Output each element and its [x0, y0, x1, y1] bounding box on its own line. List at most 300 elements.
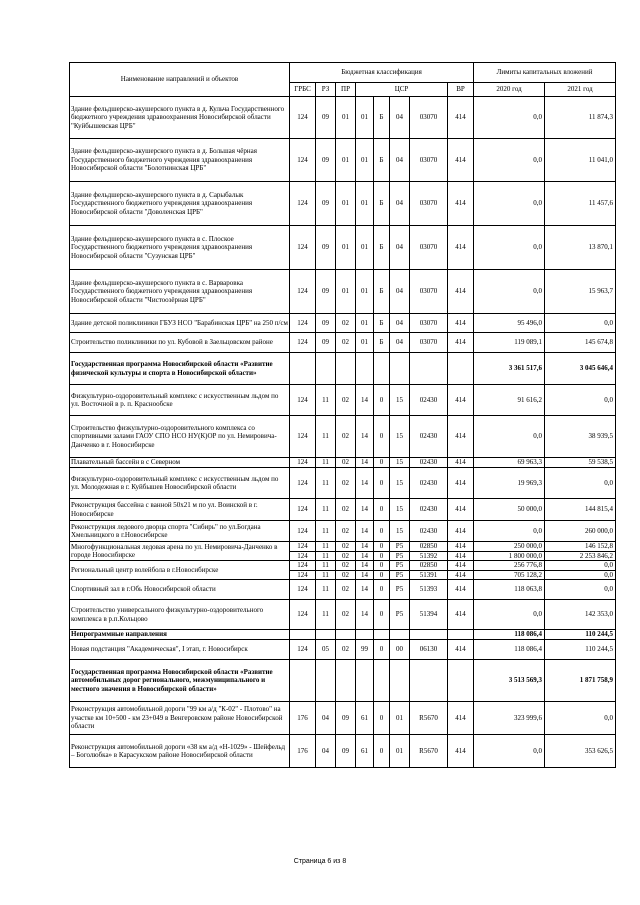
object-name: Реконструкция автомобильной дороги «38 км а/д «Н-1029» - Шейфельд – Боголюбка» в Карасукском районе Новосибирской области: [70, 735, 290, 768]
code-rz: 09: [316, 314, 336, 333]
limit-2020: 1 800 000,0: [474, 551, 545, 561]
code-vr: 414: [448, 735, 474, 768]
code-rz: 11: [316, 468, 336, 499]
code-c2: Б: [374, 333, 390, 353]
code-pr: 02: [336, 333, 356, 353]
code-c3: 00: [390, 640, 410, 660]
code-c4: [410, 660, 448, 702]
object-name: Спортивный зал в г.Обь Новосибирской области: [70, 580, 290, 600]
limit-2021: 146 152,8: [545, 542, 616, 552]
code-pr: 02: [336, 570, 356, 580]
code-rz: 11: [316, 385, 336, 416]
code-vr: 414: [448, 542, 474, 552]
code-c1: 14: [356, 561, 374, 571]
code-vr: 414: [448, 551, 474, 561]
object-name: Региональный центр волейбола в г.Новосибирске: [70, 561, 290, 580]
code-c1: 01: [356, 314, 374, 333]
limit-2020: 0,0: [474, 182, 545, 226]
code-pr: 02: [336, 458, 356, 468]
code-vr: 414: [448, 416, 474, 458]
code-c1: 14: [356, 468, 374, 499]
code-rz: 11: [316, 551, 336, 561]
code-vr: 414: [448, 270, 474, 314]
code-c4: 02430: [410, 416, 448, 458]
code-c4: 03070: [410, 182, 448, 226]
code-c2: 0: [374, 580, 390, 600]
code-grbs: 124: [290, 182, 316, 226]
code-c1: 14: [356, 458, 374, 468]
code-c3: 15: [390, 458, 410, 468]
table-row: [70, 353, 616, 385]
object-name: Физкультурно-оздоровительный комплекс с искусственным льдом по ул. Восточной в р. п. Краснообске: [70, 385, 290, 416]
code-c2: Б: [374, 226, 390, 270]
code-c1: 14: [356, 551, 374, 561]
code-grbs: 124: [290, 468, 316, 499]
code-rz: 11: [316, 499, 336, 521]
object-name: Здание фельдшерско-акушерского пункта в с. Варваровка Государственного бюджетного учреждения здравоохранения Новосибирской области "Чистоозёрная ЦРБ": [70, 270, 290, 314]
limit-2020: 3 361 517,6: [474, 353, 545, 385]
code-vr: 414: [448, 521, 474, 542]
code-c4: 51394: [410, 600, 448, 630]
code-pr: 02: [336, 385, 356, 416]
limit-2020: 0,0: [474, 226, 545, 270]
header-budget-classification: Бюджетная классификация: [290, 63, 474, 83]
code-c1: 14: [356, 542, 374, 552]
code-c3: P5: [390, 600, 410, 630]
limit-2020: 19 969,3: [474, 468, 545, 499]
table-row: [70, 182, 616, 226]
code-c2: 0: [374, 542, 390, 552]
code-pr: [336, 353, 356, 385]
code-c3: 01: [390, 702, 410, 735]
code-grbs: 124: [290, 499, 316, 521]
code-vr: [448, 353, 474, 385]
code-vr: 414: [448, 333, 474, 353]
table-row: [70, 416, 616, 458]
limit-2020: 69 963,3: [474, 458, 545, 468]
code-grbs: [290, 630, 316, 640]
limit-2021: 0,0: [545, 561, 616, 571]
code-grbs: 124: [290, 458, 316, 468]
code-rz: 09: [316, 270, 336, 314]
code-c3: P5: [390, 561, 410, 571]
code-pr: 02: [336, 580, 356, 600]
code-pr: 02: [336, 561, 356, 571]
limit-2021: 38 939,5: [545, 416, 616, 458]
code-vr: 414: [448, 139, 474, 182]
code-c2: 0: [374, 468, 390, 499]
code-c4: 02430: [410, 521, 448, 542]
code-c1: 99: [356, 640, 374, 660]
limit-2021: 15 963,7: [545, 270, 616, 314]
code-c2: 0: [374, 735, 390, 768]
limit-2021: 0,0: [545, 570, 616, 580]
limit-2021: 145 674,8: [545, 333, 616, 353]
limit-2021: 110 244,5: [545, 630, 616, 640]
code-c3: 15: [390, 521, 410, 542]
table-row: [70, 333, 616, 353]
code-vr: 414: [448, 702, 474, 735]
limit-2021: 144 815,4: [545, 499, 616, 521]
limit-2020: 91 616,2: [474, 385, 545, 416]
code-c2: 0: [374, 570, 390, 580]
code-grbs: 124: [290, 226, 316, 270]
object-name: Реконструкция автомобильной дороги "99 км а/д "К-02" - Плотово" на участке км 10+500 - км 23+049 в Венгеровском районе Новосибирской области: [70, 702, 290, 735]
limit-2020: 705 128,2: [474, 570, 545, 580]
code-c3: 15: [390, 385, 410, 416]
limit-2020: 118 086,4: [474, 630, 545, 640]
limit-2021: 59 538,5: [545, 458, 616, 468]
code-c1: 01: [356, 270, 374, 314]
limit-2020: 0,0: [474, 735, 545, 768]
code-rz: 04: [316, 702, 336, 735]
limit-2020: 95 496,0: [474, 314, 545, 333]
limit-2021: 13 870,1: [545, 226, 616, 270]
limit-2020: 0,0: [474, 139, 545, 182]
limit-2021: 0,0: [545, 468, 616, 499]
code-c2: Б: [374, 139, 390, 182]
code-c2: [374, 630, 390, 640]
table-row: [70, 660, 616, 702]
code-c1: 01: [356, 182, 374, 226]
code-rz: [316, 660, 336, 702]
table-row: [70, 702, 616, 735]
limit-2021: 11 874,3: [545, 97, 616, 139]
code-c3: [390, 630, 410, 640]
code-c1: 14: [356, 521, 374, 542]
code-vr: 414: [448, 182, 474, 226]
limit-2021: 260 000,0: [545, 521, 616, 542]
object-name: Здание фельдшерско-акушерского пункта в д. Кульча Государственного бюджетного учреждения здравоохранения Новосибирской области "Куйбышевская ЦРБ": [70, 97, 290, 139]
code-grbs: 124: [290, 521, 316, 542]
code-c4: [410, 353, 448, 385]
code-c3: 04: [390, 182, 410, 226]
code-grbs: 124: [290, 97, 316, 139]
code-pr: 09: [336, 702, 356, 735]
limit-2020: 50 000,0: [474, 499, 545, 521]
object-name: Здание детской поликлиники ГБУЗ НСО "Барабинская ЦРБ" на 250 п/см: [70, 314, 290, 333]
object-name: Многофункциональная ледовая арена по ул. Немировича-Данченко в городе Новосибирске: [70, 542, 290, 561]
code-c1: 01: [356, 97, 374, 139]
code-c1: [356, 353, 374, 385]
code-rz: 05: [316, 640, 336, 660]
code-vr: 414: [448, 226, 474, 270]
code-vr: 414: [448, 561, 474, 571]
table-row: [70, 630, 616, 640]
object-name: Реконструкция ледового дворца спорта "Сибирь" по ул.Богдана Хмельницкого в г.Новосибирске: [70, 521, 290, 542]
code-c3: P5: [390, 551, 410, 561]
table-row: [70, 97, 616, 139]
limit-2020: 323 999,6: [474, 702, 545, 735]
code-grbs: 176: [290, 735, 316, 768]
code-c2: [374, 660, 390, 702]
limit-2021: 2 253 846,2: [545, 551, 616, 561]
code-grbs: 124: [290, 551, 316, 561]
object-name: Государственная программа Новосибирской области «Развитие физической культуры и спорта в Новосибирской области»: [70, 353, 290, 385]
object-name: Строительство физкультурно-оздоровительного комплекса со спортивными залами ГАОУ СПО НСО НУ(К)ОР по ул. Немировича-Данченко в г. Новосибирске: [70, 416, 290, 458]
code-c2: 0: [374, 600, 390, 630]
code-grbs: 124: [290, 570, 316, 580]
code-c4: 02430: [410, 385, 448, 416]
code-c4: 03070: [410, 139, 448, 182]
code-pr: 02: [336, 542, 356, 552]
code-vr: [448, 660, 474, 702]
code-c1: [356, 630, 374, 640]
code-rz: [316, 630, 336, 640]
page-footer: Страница 6 из 8: [293, 858, 347, 865]
code-c4: R5670: [410, 735, 448, 768]
table-row: [70, 580, 616, 600]
code-c3: 15: [390, 416, 410, 458]
code-grbs: 124: [290, 542, 316, 552]
code-c4: 02430: [410, 458, 448, 468]
code-c1: [356, 660, 374, 702]
code-pr: [336, 630, 356, 640]
object-name: Реконструкция бассейна с ванной 50х21 м по ул. Воинской в г. Новосибирске: [70, 499, 290, 521]
code-vr: 414: [448, 570, 474, 580]
limit-2021: 0,0: [545, 314, 616, 333]
capital-investment-table: [69, 62, 616, 768]
code-c4: 06130: [410, 640, 448, 660]
code-rz: 09: [316, 182, 336, 226]
object-name: Новая подстанция "Академическая", I этап, г. Новосибирск: [70, 640, 290, 660]
limit-2021: 110 244,5: [545, 640, 616, 660]
header-2020: 2020 год: [474, 83, 545, 97]
code-c2: 0: [374, 561, 390, 571]
code-grbs: 124: [290, 640, 316, 660]
code-c3: 04: [390, 97, 410, 139]
code-grbs: 124: [290, 139, 316, 182]
code-c4: 03070: [410, 314, 448, 333]
code-pr: 02: [336, 468, 356, 499]
object-name: Здание фельдшерско-акушерского пункта в с. Плоское Государственного бюджетного учреждения здравоохранения Новосибирской области "Сузунская ЦРБ": [70, 226, 290, 270]
code-c4: 51391: [410, 570, 448, 580]
code-c3: P5: [390, 542, 410, 552]
code-c4: 02850: [410, 561, 448, 571]
code-c1: 01: [356, 333, 374, 353]
code-pr: 01: [336, 226, 356, 270]
code-c1: 01: [356, 226, 374, 270]
limit-2020: 118 063,8: [474, 580, 545, 600]
code-c4: 02850: [410, 542, 448, 552]
code-c2: Б: [374, 314, 390, 333]
code-c4: 03070: [410, 333, 448, 353]
code-c1: 61: [356, 702, 374, 735]
code-c2: 0: [374, 640, 390, 660]
table-row: [70, 458, 616, 468]
code-vr: 414: [448, 580, 474, 600]
code-rz: 04: [316, 735, 336, 768]
code-c3: P5: [390, 570, 410, 580]
object-name: Физкультурно-оздоровительный комплекс с искусственным льдом по ул. Молодежная в г. Куйбышев Новосибирской области: [70, 468, 290, 499]
header-name: Наименование направлений и объектов: [70, 63, 290, 97]
code-rz: 11: [316, 458, 336, 468]
limit-2021: 11 457,6: [545, 182, 616, 226]
table-row: [70, 600, 616, 630]
object-name: Непрограммные направления: [70, 630, 290, 640]
code-c2: 0: [374, 458, 390, 468]
table-row: [70, 542, 616, 552]
code-c4: R5670: [410, 702, 448, 735]
code-pr: 02: [336, 640, 356, 660]
limit-2020: 256 776,8: [474, 561, 545, 571]
code-pr: 02: [336, 600, 356, 630]
limit-2020: 0,0: [474, 97, 545, 139]
code-grbs: 124: [290, 385, 316, 416]
code-rz: 11: [316, 542, 336, 552]
limit-2020: 0,0: [474, 521, 545, 542]
code-rz: 09: [316, 97, 336, 139]
object-name: Здание фельдшерско-акушерского пункта в д. Большая чёрная Государственного бюджетного учреждения здравоохранения Новосибирской области "Болотнинская ЦРБ": [70, 139, 290, 182]
code-c3: 04: [390, 333, 410, 353]
limit-2021: 142 353,0: [545, 600, 616, 630]
header-limits: Лимиты капитальных вложений: [474, 63, 616, 83]
code-vr: 414: [448, 97, 474, 139]
code-rz: 11: [316, 600, 336, 630]
code-c1: 14: [356, 499, 374, 521]
header-vr: ВР: [448, 83, 474, 97]
header-2021: 2021 год: [545, 83, 616, 97]
code-pr: 01: [336, 139, 356, 182]
code-c3: 04: [390, 270, 410, 314]
code-vr: 414: [448, 499, 474, 521]
header-csr: ЦСР: [356, 83, 448, 97]
code-c1: 61: [356, 735, 374, 768]
header-grbs: ГРБС: [290, 83, 316, 97]
code-c2: Б: [374, 97, 390, 139]
code-grbs: 124: [290, 314, 316, 333]
code-rz: 11: [316, 561, 336, 571]
table-row: [70, 226, 616, 270]
limit-2021: 353 626,5: [545, 735, 616, 768]
code-c1: 14: [356, 385, 374, 416]
code-c3: 15: [390, 499, 410, 521]
object-name: Строительство универсального физкультурно-оздоровительного комплекса в р.п.Кольцово: [70, 600, 290, 630]
table-row: [70, 385, 616, 416]
code-pr: 09: [336, 735, 356, 768]
code-vr: 414: [448, 468, 474, 499]
code-c3: P5: [390, 580, 410, 600]
code-vr: [448, 630, 474, 640]
code-grbs: [290, 353, 316, 385]
limit-2021: 3 045 646,4: [545, 353, 616, 385]
code-c2: Б: [374, 270, 390, 314]
code-grbs: 176: [290, 702, 316, 735]
header-pr: ПР: [336, 83, 356, 97]
code-c2: 0: [374, 702, 390, 735]
limit-2021: 0,0: [545, 702, 616, 735]
code-pr: [336, 660, 356, 702]
code-c2: 0: [374, 416, 390, 458]
code-c4: 02430: [410, 468, 448, 499]
code-c2: 0: [374, 551, 390, 561]
table-row: [70, 314, 616, 333]
code-pr: 01: [336, 182, 356, 226]
table-row: [70, 561, 616, 571]
code-pr: 01: [336, 97, 356, 139]
code-c3: 04: [390, 226, 410, 270]
limit-2020: 118 086,4: [474, 640, 545, 660]
code-rz: 09: [316, 333, 336, 353]
code-c3: 04: [390, 139, 410, 182]
table-row: [70, 139, 616, 182]
table-row: [70, 468, 616, 499]
limit-2021: 0,0: [545, 580, 616, 600]
code-c4: 03070: [410, 97, 448, 139]
code-vr: 414: [448, 640, 474, 660]
code-c3: [390, 660, 410, 702]
code-pr: 02: [336, 499, 356, 521]
code-grbs: 124: [290, 580, 316, 600]
limit-2021: 1 871 758,9: [545, 660, 616, 702]
code-vr: 414: [448, 385, 474, 416]
limit-2020: 119 089,1: [474, 333, 545, 353]
code-grbs: [290, 660, 316, 702]
code-rz: 09: [316, 139, 336, 182]
code-c1: 01: [356, 139, 374, 182]
code-grbs: 124: [290, 561, 316, 571]
code-c1: 14: [356, 580, 374, 600]
code-c3: 15: [390, 468, 410, 499]
limit-2020: 0,0: [474, 270, 545, 314]
code-rz: 11: [316, 580, 336, 600]
code-grbs: 124: [290, 416, 316, 458]
code-c2: Б: [374, 182, 390, 226]
code-pr: 02: [336, 314, 356, 333]
object-name: Государственная программа Новосибирской области «Развитие автомобильных дорог регионального, межмуниципального и местного значения в Новосибирской области»: [70, 660, 290, 702]
code-pr: 02: [336, 521, 356, 542]
code-vr: 414: [448, 314, 474, 333]
code-c2: 0: [374, 385, 390, 416]
code-rz: 09: [316, 226, 336, 270]
object-name: Плавательный бассейн в с Северном: [70, 458, 290, 468]
code-vr: 414: [448, 600, 474, 630]
code-rz: 11: [316, 521, 336, 542]
code-grbs: 124: [290, 333, 316, 353]
code-rz: 11: [316, 416, 336, 458]
table-row: [70, 270, 616, 314]
code-c4: 51393: [410, 580, 448, 600]
limit-2020: 0,0: [474, 416, 545, 458]
code-rz: [316, 353, 336, 385]
code-rz: 11: [316, 570, 336, 580]
code-pr: 02: [336, 416, 356, 458]
code-c1: 14: [356, 416, 374, 458]
code-pr: 01: [336, 270, 356, 314]
limit-2021: 11 041,0: [545, 139, 616, 182]
code-c2: [374, 353, 390, 385]
limit-2020: 250 000,0: [474, 542, 545, 552]
code-vr: 414: [448, 458, 474, 468]
code-c3: 04: [390, 314, 410, 333]
code-c1: 14: [356, 570, 374, 580]
code-c4: 03070: [410, 270, 448, 314]
object-name: Здание фельдшерско-акушерского пункта в д. Сарыбалык Государственного бюджетного учреждения здравоохранения Новосибирской области "Доволенская ЦРБ": [70, 182, 290, 226]
header-rz: РЗ: [316, 83, 336, 97]
code-c4: 51392: [410, 551, 448, 561]
limit-2021: 0,0: [545, 385, 616, 416]
code-pr: 02: [336, 551, 356, 561]
budget-table-sheet: [69, 62, 615, 768]
code-c3: 01: [390, 735, 410, 768]
table-row: [70, 735, 616, 768]
code-c4: [410, 630, 448, 640]
object-name: Строительство поликлиники по ул. Кубовой в Заельцовском районе: [70, 333, 290, 353]
table-row: [70, 521, 616, 542]
table-row: [70, 640, 616, 660]
code-c3: [390, 353, 410, 385]
code-grbs: 124: [290, 600, 316, 630]
